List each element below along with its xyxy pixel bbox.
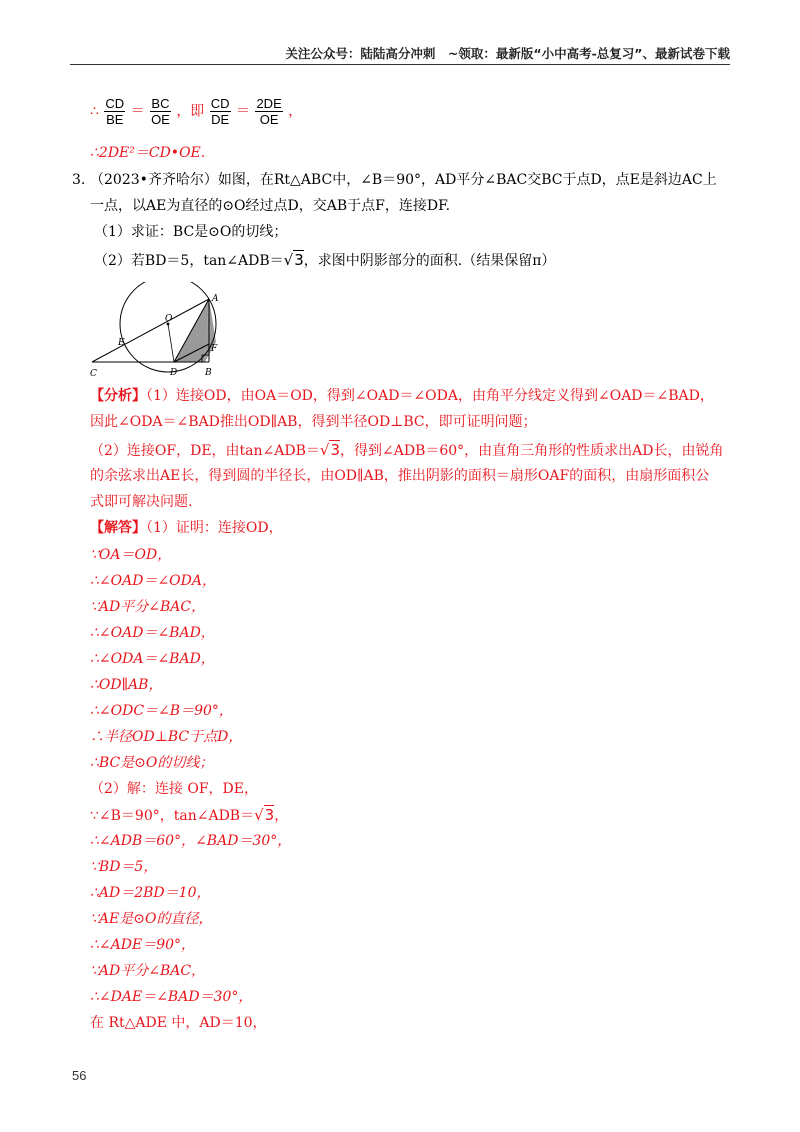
fraction-bc-oe: $\frac{BC}{OE}$ [151, 96, 170, 127]
solution-line-3: ∵AD平分∠BAC， [90, 599, 206, 615]
solution-line-14: ∴AD＝2BD＝10， [90, 885, 211, 901]
solution-line-9: ∴BC是⊙O的切线； [90, 755, 214, 771]
fraction-cd-be: $\frac{CD}{BE}$ [105, 96, 125, 127]
solution-line-11: ∵∠B＝90°，tan∠ADB＝√3， [90, 806, 289, 824]
label-d: D [170, 368, 178, 378]
fraction-cd-de: $\frac{CD}{DE}$ [210, 96, 230, 127]
label-b: B [205, 368, 212, 378]
solution-line-1: ∵OA＝OD， [90, 547, 172, 563]
analysis-line-3: （2）连接OF，DE，由tan∠ADB＝√3，得到∠ADB＝60°，由直角三角形的性质求出AD长，由锐角 [90, 441, 724, 459]
solution-line-17: ∵AD平分∠BAC， [90, 963, 206, 979]
solution-line-2: ∴∠OAD＝∠ODA， [90, 573, 216, 589]
prev-fraction-line: ∴ $\frac{CD}{BE}$ ＝ $\frac{BC}{OE}$ ，即 $\frac{CD}{DE}$ ＝ $\frac{2DE}{OE}$ ， [90, 96, 303, 127]
page-number: 56 [72, 1068, 87, 1083]
label-o: O [165, 314, 173, 324]
problem-line-2: 一点，以AE为直径的⊙O经过点D，交AB于点F，连接DF. [90, 198, 451, 214]
solution-line-7: ∴∠ODC＝∠B＝90°， [90, 703, 233, 719]
sqrt-expression: √3 [283, 251, 304, 269]
label-a: A [212, 294, 219, 304]
solution-line-15: ∵AE是⊙O的直径， [90, 911, 213, 927]
analysis-tag: 【分析】 [90, 388, 146, 404]
solution-line-18: ∴∠DAE＝∠BAD＝30°， [90, 989, 253, 1005]
therefore-symbol: ∴ [90, 103, 99, 120]
solution-line-12: ∴∠ADB＝60°，∠BAD＝30°， [90, 833, 292, 849]
analysis-line-5: 式即可解决问题. [90, 494, 193, 510]
geometry-figure [88, 282, 228, 380]
solution-line-8: ∴半径OD⊥BC于点D， [90, 729, 243, 745]
sqrt-expression: √3 [254, 806, 275, 824]
segment-od [168, 324, 174, 362]
solution-line-0: 【解答】（1）证明：连接OD， [90, 520, 283, 536]
problem-part-1: （1）求证：BC是⊙O的切线； [94, 224, 288, 240]
solution-line-4: ∴∠OAD＝∠BAD， [90, 625, 215, 641]
solution-line-16: ∴∠ADE＝90°， [90, 937, 196, 953]
header-rule [70, 64, 730, 65]
prev-result: ∴2DE²＝CD•OE. [90, 145, 206, 161]
page-header: 关注公众号：陆陆高分冲刺 ~领取：最新版“小中高考-总复习”、最新试卷下载 [285, 46, 730, 61]
sqrt-expression: √3 [319, 441, 340, 459]
label-e: E [118, 338, 125, 348]
analysis-line-2: 因此∠ODA＝∠BAD推出OD∥AB，得到半径OD⊥BC，即可证明问题； [90, 414, 537, 430]
label-f: F [211, 344, 218, 354]
solution-line-6: ∴OD∥AB， [90, 677, 163, 693]
solution-line-19: 在 Rt△ADE 中，AD＝10， [90, 1015, 267, 1031]
solution-line-10: （2）解：连接 OF，DE， [90, 781, 258, 797]
solution-line-5: ∴∠ODA＝∠BAD， [90, 651, 215, 667]
analysis-line-4: 的余弦求出AE长，得到圆的半径长，由OD∥AB，推出阴影的面积＝扇形OAF的面积，由扇形面积公 [90, 468, 710, 484]
problem-part-2: （2）若BD＝5，tan∠ADB＝√3，求图中阴影部分的面积.（结果保留π） [94, 251, 556, 269]
analysis-line-1: 【分析】（1）连接OD，由OA＝OD，得到∠OAD＝∠ODA，由角平分线定义得到∠OAD＝∠BAD， [90, 388, 714, 404]
label-c: C [90, 369, 97, 379]
solution-tag: 【解答】 [90, 520, 146, 536]
problem-line-1: （2023•齐齐哈尔）如图，在Rt△ABC中，∠B＝90°，AD平分∠BAC交BC于点D，点E是斜边AC上 [90, 172, 717, 188]
problem-number: 3. [72, 172, 86, 188]
solution-line-13: ∵BD＝5， [90, 859, 158, 875]
fraction-2de-oe: $\frac{2DE}{OE}$ [256, 96, 282, 127]
